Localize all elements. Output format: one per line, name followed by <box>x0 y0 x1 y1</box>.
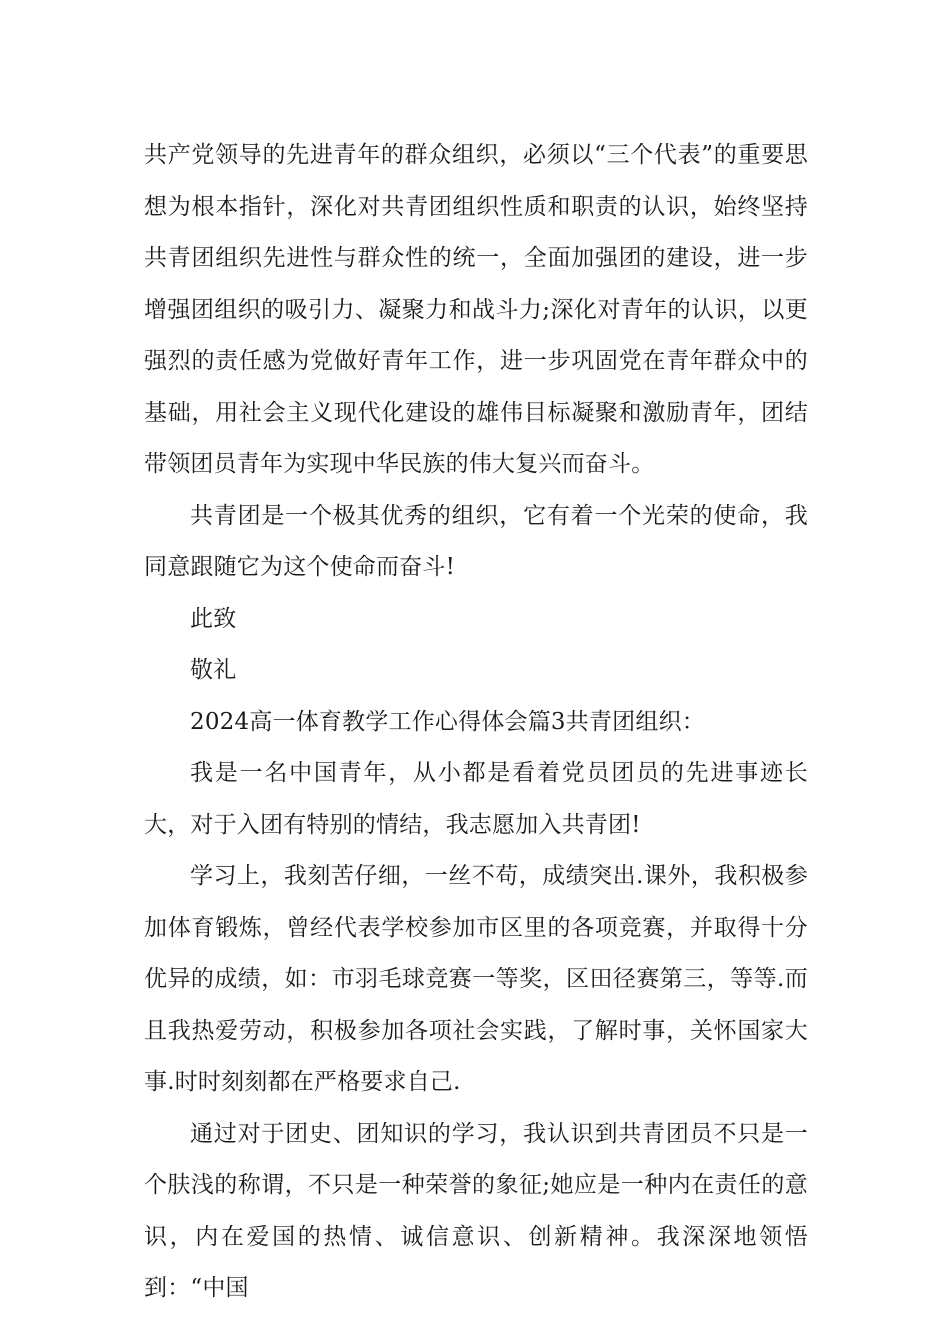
document-body <box>144 130 808 1315</box>
section-heading: 2024高一体育教学工作心得体会篇3共青团组织： <box>190 708 705 735</box>
paragraph-intro: 我是一名中国青年，从小都是看着党员团员的先进事迹长大，对于入团有特别的情结，我志愿加入共青团! <box>144 760 808 838</box>
closing-salutation: 此致 <box>190 605 237 632</box>
paragraph-understanding: 通过对于团史、团知识的学习，我认识到共青团员不只是一个肤浅的称谓，不只是一种荣誉的象征;她应是一种内在责任的意识，内在爱国的热情、诚信意识、创新精神。我深深地领悟到：“中国 <box>144 1120 808 1301</box>
paragraph-study: 学习上，我刻苦仔细，一丝不苟，成绩突出.课外，我积极参加体育锻炼，曾经代表学校参加市区里的各项竞赛，并取得十分优异的成绩，如：市羽毛球竞赛一等奖，区田径赛第三，等等.而且我热爱劳动，积极参加各项社会实践，了解时事，关怀国家大事.时时刻刻都在严格要求自己. <box>144 863 808 1095</box>
paragraph-pledge: 共青团是一个极其优秀的组织，它有着一个光荣的使命，我同意跟随它为这个使命而奋斗! <box>144 502 808 580</box>
paragraph-continuation: 共产党领导的先进青年的群众组织，必须以“三个代表”的重要思想为根本指针，深化对共青团组织性质和职责的认识，始终坚持共青团组织先进性与群众性的统一，全面加强团的建设，进一步增强团组织的吸引力、凝聚力和战斗力;深化对青年的认识，以更强烈的责任感为党做好青年工作，进一步巩固党在青年群众中的基础，用社会主义现代化建设的雄伟目标凝聚和激励青年，团结带领团员青年为实现中华民族的伟大复兴而奋斗。 <box>144 142 808 477</box>
closing-regards: 敬礼 <box>190 657 237 683</box>
